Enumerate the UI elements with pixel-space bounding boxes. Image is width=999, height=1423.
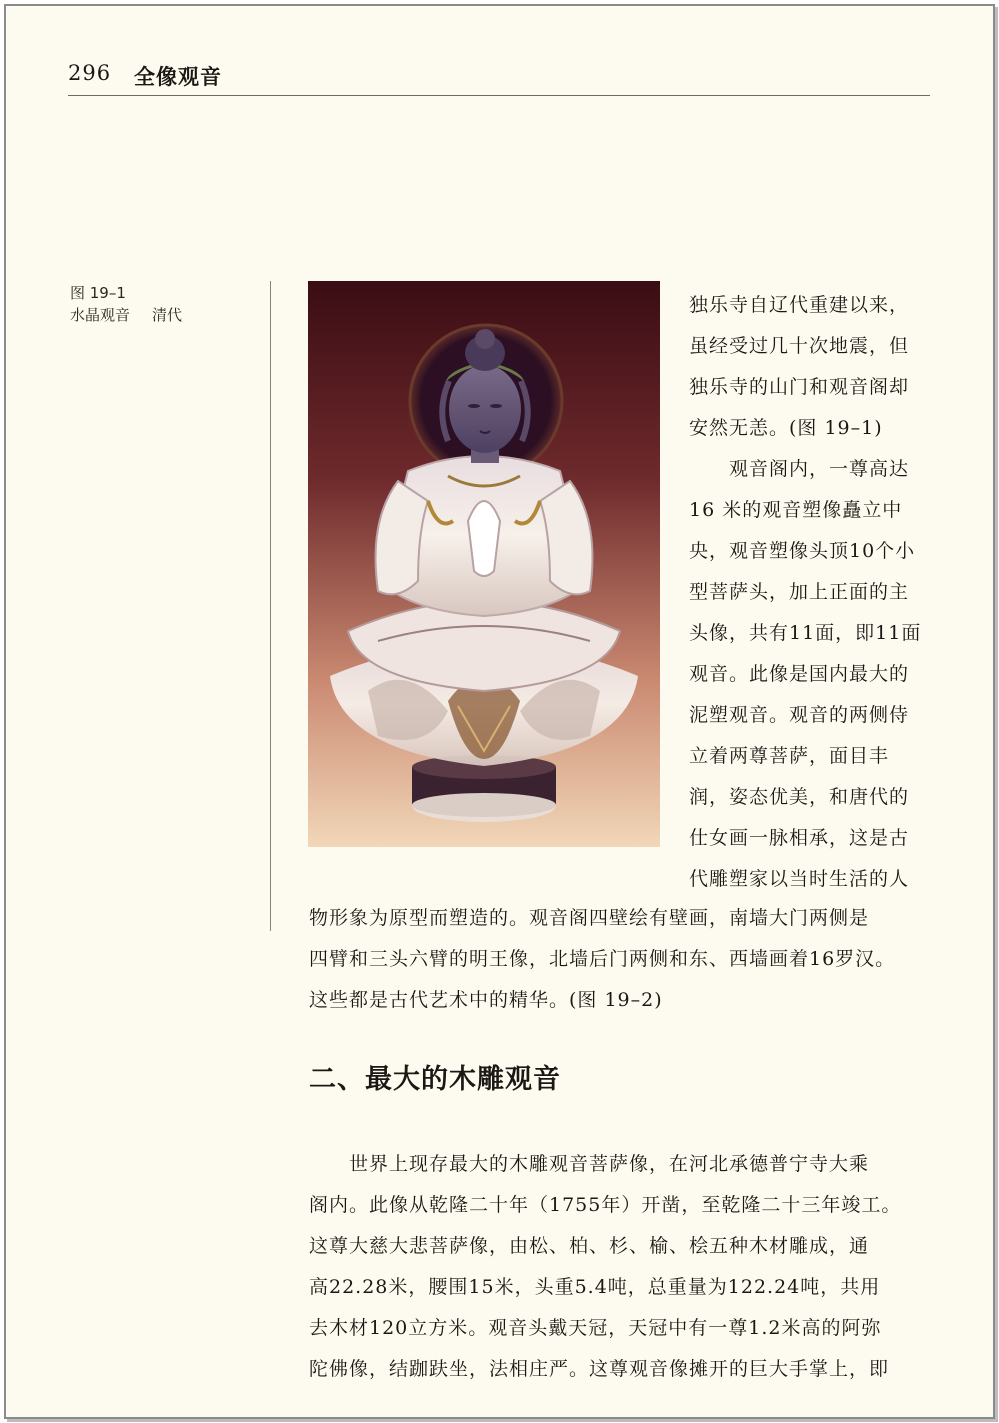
text-line: 这些都是古代艺术中的精华。(图 19–2) xyxy=(309,989,663,1011)
text-line: 阁内。此像从乾隆二十年（1755年）开凿，至乾隆二十三年竣工。 xyxy=(309,1194,902,1216)
text-line: 头像，共有11面，即11面 xyxy=(689,622,922,644)
text-line: 泥塑观音。观音的两侧侍 xyxy=(689,704,910,726)
text-line: 虽经受过几十次地震，但 xyxy=(689,335,910,357)
page-number: 296 xyxy=(68,61,112,85)
section-heading: 二、最大的木雕观音 xyxy=(309,1064,561,1095)
section-body-text xyxy=(309,1144,933,1390)
text-line: 独乐寺自辽代重建以来， xyxy=(689,294,910,316)
text-line: 物形象为原型而塑造的。观音阁四壁绘有壁画，南墙大门两侧是 xyxy=(309,907,870,929)
figure-photo xyxy=(308,281,660,847)
text-line: 16 米的观音塑像矗立中 xyxy=(689,499,903,521)
text-line: 代雕塑家以当时生活的人 xyxy=(689,868,910,890)
figure-title: 水晶观音 xyxy=(70,306,131,324)
figure-label: 图 19–1 xyxy=(70,284,126,302)
text-line: 央，观音塑像头顶10个小 xyxy=(689,540,916,562)
text-line: 观音。此像是国内最大的 xyxy=(689,663,910,685)
text-line: 这尊大慈大悲菩萨像，由松、柏、杉、榆、桧五种木材雕成，通 xyxy=(309,1235,870,1257)
text-line: 安然无恙。(图 19–1) xyxy=(689,417,883,439)
text-line: 陀佛像，结跏趺坐，法相庄严。这尊观音像摊开的巨大手掌上，即 xyxy=(309,1358,890,1380)
figure-period: 清代 xyxy=(152,306,183,324)
crystal-guanyin-image xyxy=(308,281,660,847)
text-line: 立着两尊菩萨，面目丰 xyxy=(689,745,890,767)
text-line: 世界上现存最大的木雕观音菩萨像，在河北承德普宁寺大乘 xyxy=(309,1153,870,1175)
figure-title-line xyxy=(70,304,204,326)
right-column-text xyxy=(689,285,933,900)
text-line: 高22.28米，腰围15米，头重5.4吨，总重量为122.24吨，共用 xyxy=(309,1276,881,1298)
text-line: 去木材120立方米。观音头戴天冠，天冠中有一尊1.2米高的阿弥 xyxy=(309,1317,882,1339)
running-header xyxy=(68,61,930,96)
text-line: 润，姿态优美，和唐代的 xyxy=(689,786,910,808)
text-line: 观音阁内，一尊高达 xyxy=(689,458,910,480)
full-width-text xyxy=(309,898,933,1021)
text-line: 独乐寺的山门和观音阁却 xyxy=(689,376,910,398)
page xyxy=(4,4,995,1419)
running-title: 全像观音 xyxy=(134,64,222,89)
figure-caption xyxy=(70,282,204,326)
text-line: 仕女画一脉相承，这是古 xyxy=(689,827,910,849)
caption-divider xyxy=(270,281,271,931)
text-line: 四臂和三头六臂的明王像，北墙后门两侧和东、西墙画着16罗汉。 xyxy=(309,948,896,970)
text-line: 型菩萨头，加上正面的主 xyxy=(689,581,910,603)
